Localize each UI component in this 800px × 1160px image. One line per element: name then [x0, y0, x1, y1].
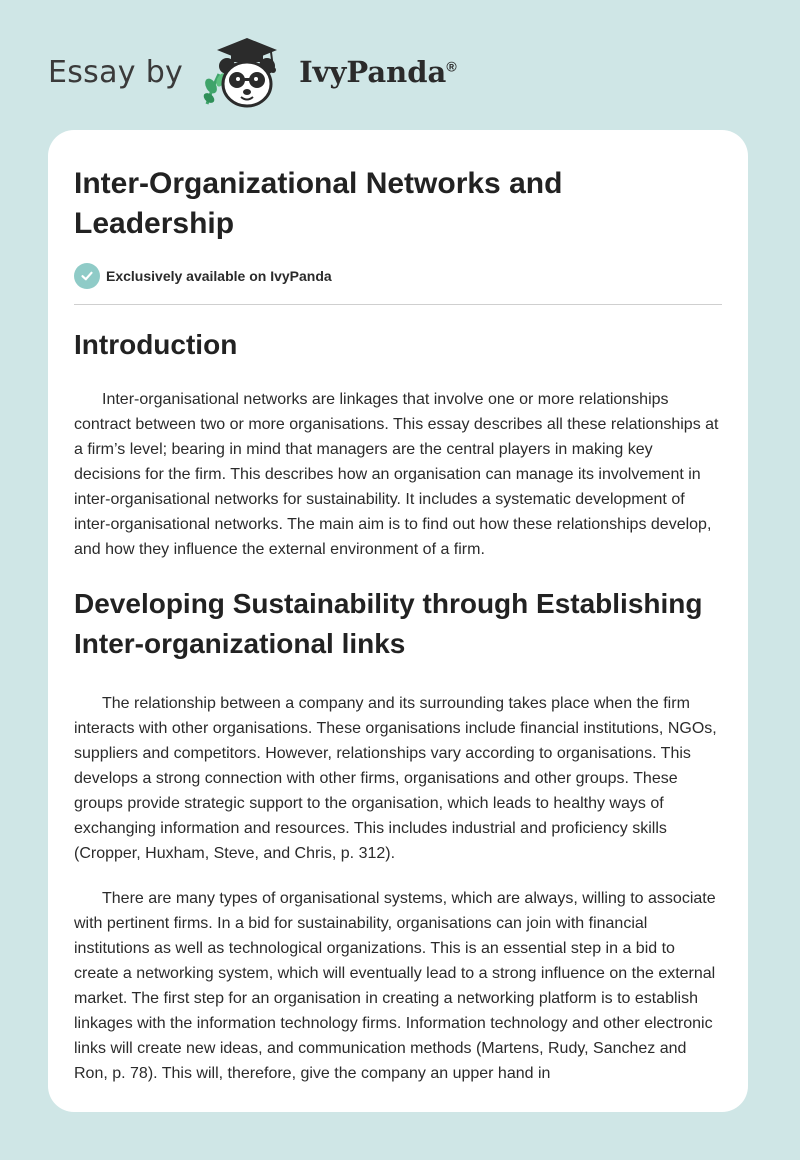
badge-label: Exclusively available on IvyPanda [106, 268, 332, 284]
exclusive-badge [74, 262, 722, 290]
checkmark-icon [74, 263, 100, 289]
paragraph: Inter-organisational networks are linkages that involve one or more relationships contract between two or more organisations. This essay describes all these relationships at a firm’s level; bearing in mind that managers are the central players in making key decisions for the firm. This describes how an organisation can manage its involvement in inter-organisational networks for sustainability. It includes a systematic development of inter-organisational networks. The main aim is to find out how these relationships develop, and how they influence the external environment of a firm. [74, 391, 719, 558]
paragraph: The relationship between a company and its surrounding takes place when the firm interacts with other organisations. These organisations include financial institutions, NGOs, suppliers and competitors. However, relationships vary according to organisations. This develops a strong connection with other firms, organisations and other groups. These groups provide strategic support to the organisation, which leads to healthy ways of exchanging information and resources. This includes industrial and proficiency skills (Cropper, Huxham, Steve, and Chris, p. 312). [74, 695, 717, 862]
panda-logo-icon[interactable] [197, 34, 293, 110]
divider [74, 304, 722, 305]
essay-title: Inter-Organizational Networks and Leadership [74, 167, 563, 240]
essay-by-label: Essay by [48, 54, 184, 90]
section-heading-developing-sustainability: Developing Sustainability through Establishing Inter-organizational links [74, 588, 703, 659]
essay-card [48, 130, 748, 1112]
brand-name[interactable]: IvyPanda® [299, 55, 457, 89]
paragraph: There are many types of organisational systems, which are always, willing to associate with pertinent firms. In a bid for sustainability, organisations can join with financial institutions as well as technological organizations. This is an essential step in a bid to create a networking system, which will eventually lead to a strong influence on the external market. The first step for an organisation in creating a networking platform is to establish linkages with the information technology firms. Information technology and other electronic links will create new ideas, and communication methods (Martens, Rudy, Sanchez and Ron, p. 78). This will, therefore, give the company an upper hand in [74, 890, 716, 1082]
site-header [48, 34, 508, 110]
section-heading-introduction: Introduction [74, 329, 238, 360]
